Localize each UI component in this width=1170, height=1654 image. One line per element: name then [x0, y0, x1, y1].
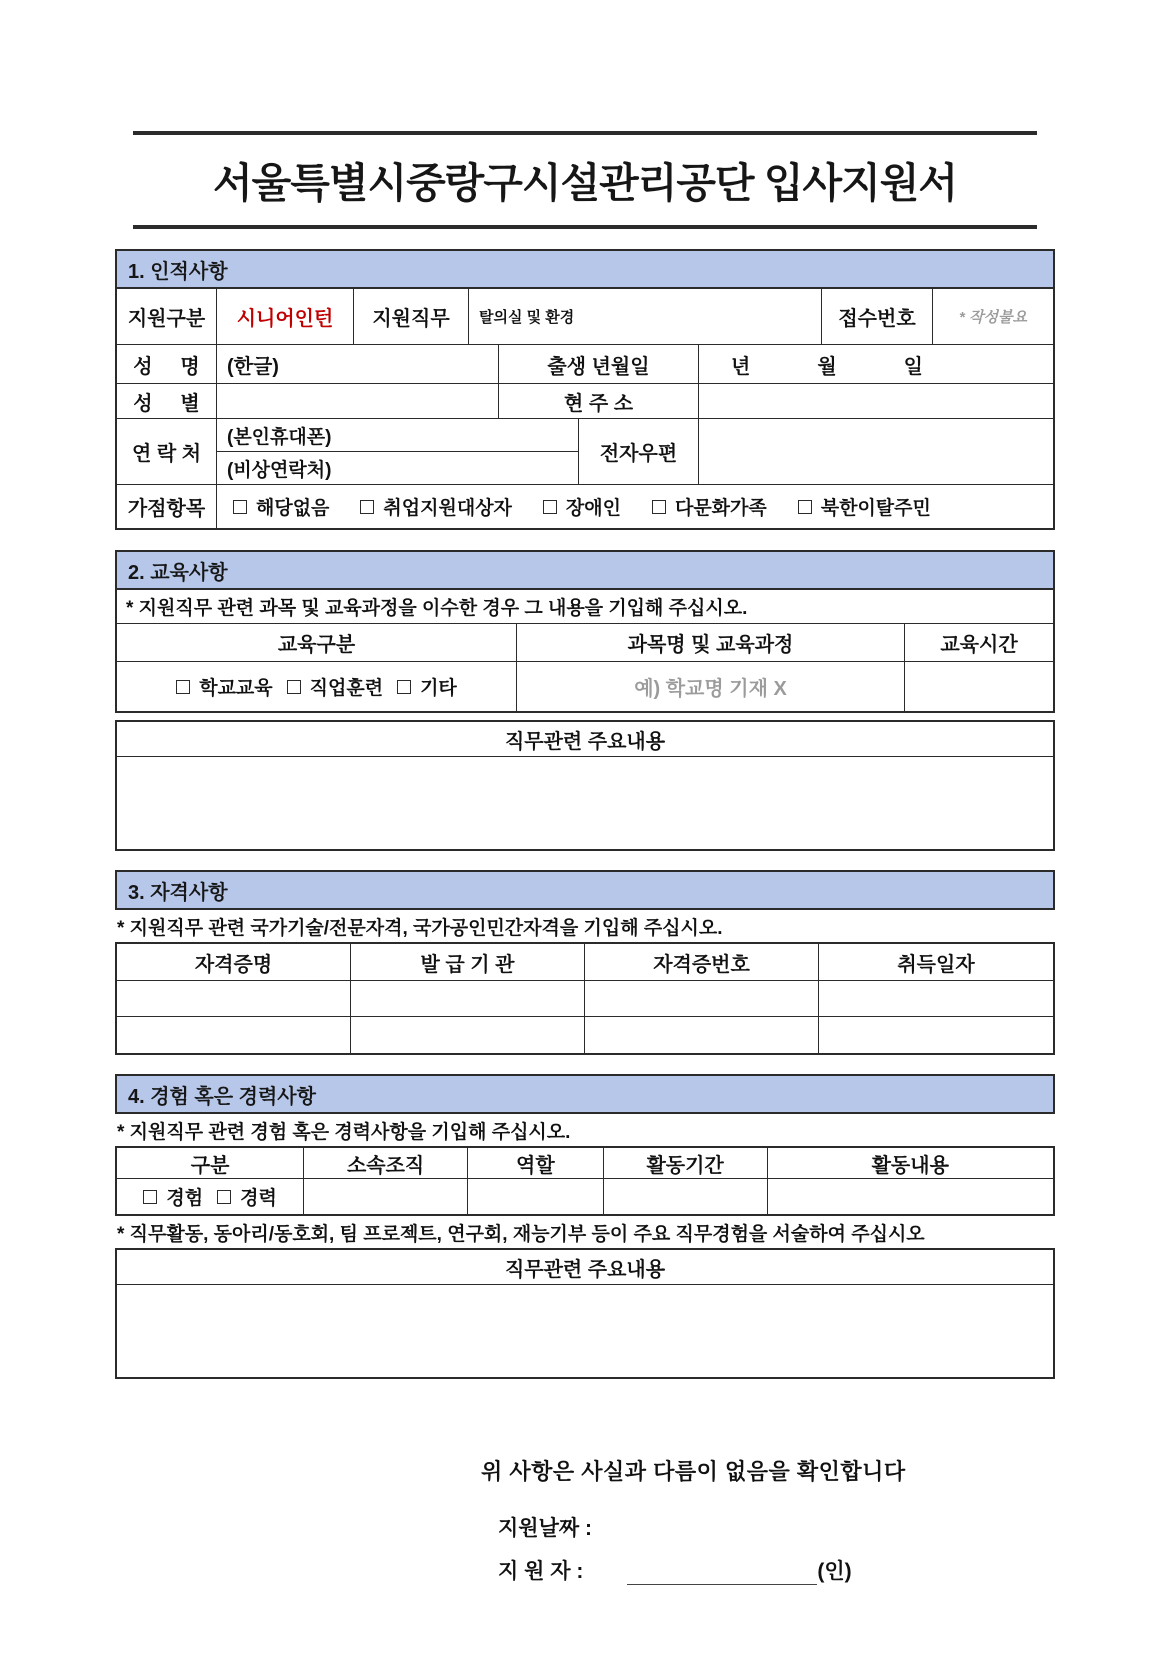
checkbox-icon[interactable]	[798, 500, 812, 514]
cert-name-input-cell[interactable]	[117, 981, 351, 1017]
contact-label: 연 락 처	[117, 419, 217, 485]
personal-info-table	[115, 289, 1055, 530]
checkbox-icon[interactable]	[652, 500, 666, 514]
applicant-signature-row	[498, 1555, 1055, 1585]
experience-table-header	[117, 1148, 1053, 1179]
education-note: * 지원직무 관련 과목 및 교육과정을 이수한 경우 그 내용을 기입해 주십시오.	[117, 590, 1053, 624]
education-table-header	[117, 624, 1053, 662]
row-bonus	[117, 485, 1053, 528]
section1-header: 1. 인적사항	[115, 249, 1055, 289]
bonus-label: 가점항목	[117, 485, 217, 528]
mobile-phone-input-cell[interactable]: (본인휴대폰)	[217, 419, 578, 452]
activity-period-input-cell[interactable]	[604, 1179, 768, 1214]
organization-input-cell[interactable]	[304, 1179, 468, 1214]
page-title: 서울특별시중랑구시설관리공단 입사지원서	[213, 160, 957, 206]
applicant-label: 지 원 자 :	[498, 1560, 584, 1583]
experience-detail-input-area[interactable]	[117, 1285, 1053, 1377]
checkbox-icon[interactable]	[233, 500, 247, 514]
cert-number-input-cell[interactable]	[585, 981, 819, 1017]
apply-job-label: 지원직무	[354, 289, 469, 345]
experience-table	[115, 1146, 1055, 1216]
day-unit: 일	[903, 355, 923, 378]
receipt-number-label: 접수번호	[822, 289, 933, 345]
issuing-org-input-cell[interactable]	[351, 1017, 585, 1053]
row-gender	[117, 384, 1053, 419]
education-data-row	[117, 662, 1053, 711]
experience-note: * 지원직무 관련 경험 혹은 경력사항을 기입해 주십시오.	[117, 1121, 571, 1143]
certification-row-2	[117, 1017, 1053, 1053]
certification-row-1	[117, 981, 1053, 1017]
course-name-input-cell[interactable]: 예) 학교명 기재 X	[517, 662, 905, 711]
section3-header: 3. 자격사항	[115, 870, 1055, 910]
edu-option-school[interactable]: 학교교육	[176, 673, 272, 700]
experience-data-row	[117, 1179, 1053, 1214]
email-input-cell[interactable]	[699, 419, 1053, 485]
acquired-date-input-cell[interactable]	[819, 1017, 1053, 1053]
address-label: 현 주 소	[499, 384, 699, 419]
experience-detail-box	[115, 1248, 1055, 1379]
receipt-number-cell[interactable]: * 작성불요	[933, 289, 1053, 345]
section-education	[115, 550, 1055, 851]
apply-job-value: 탈의실 및 환경	[469, 289, 822, 345]
checkbox-icon[interactable]	[143, 1190, 157, 1204]
acquired-date-input-cell[interactable]	[819, 981, 1053, 1017]
certification-note: * 지원직무 관련 국가기술/전문자격, 국가공인민간자격을 기입해 주십시오.	[117, 917, 723, 939]
education-detail-box	[115, 720, 1055, 851]
checkbox-icon[interactable]	[287, 680, 301, 694]
section2-header: 2. 교육사항	[115, 550, 1055, 590]
apply-type-value: 시니어인턴	[217, 289, 354, 345]
edu-option-other[interactable]: 기타	[397, 673, 457, 700]
birth-date-label: 출생 년월일	[499, 345, 699, 384]
certification-table-header	[117, 944, 1053, 981]
col-organization: 소속조직	[304, 1148, 468, 1179]
bonus-option-north-korean-defector[interactable]: 북한이탈주민	[798, 493, 931, 520]
checkbox-icon[interactable]	[217, 1190, 231, 1204]
bonus-options	[217, 485, 1053, 528]
section4-header: 4. 경험 혹은 경력사항	[115, 1074, 1055, 1114]
education-table	[115, 590, 1055, 713]
col-cert-name: 자격증명	[117, 944, 351, 981]
name-label: 성 명	[117, 345, 217, 384]
seal-label: (인)	[817, 1560, 852, 1583]
address-input-cell[interactable]	[699, 384, 1053, 419]
activity-detail-input-cell[interactable]	[768, 1179, 1054, 1214]
cert-number-input-cell[interactable]	[585, 1017, 819, 1053]
education-detail-header: 직무관련 주요내용	[117, 722, 1053, 757]
birth-date-input-cell[interactable]	[699, 345, 1053, 384]
edu-option-vocational[interactable]: 직업훈련	[287, 673, 383, 700]
title-block	[115, 131, 1055, 229]
exp-option-experience[interactable]: 경험	[143, 1183, 203, 1210]
row-contact	[117, 419, 1053, 485]
footer-declaration	[115, 1455, 1055, 1585]
checkbox-icon[interactable]	[360, 500, 374, 514]
experience-detail-header: 직무관련 주요내용	[117, 1250, 1053, 1285]
col-cert-number: 자격증번호	[585, 944, 819, 981]
col-exp-type: 구분	[117, 1148, 304, 1179]
col-course-name: 과목명 및 교육과정	[517, 624, 905, 662]
issuing-org-input-cell[interactable]	[351, 981, 585, 1017]
education-detail-input-area[interactable]	[117, 757, 1053, 849]
role-input-cell[interactable]	[468, 1179, 604, 1214]
row-name	[117, 345, 1053, 384]
name-input-cell[interactable]: (한글)	[217, 345, 499, 384]
education-type-options	[117, 662, 517, 711]
gender-input-cell[interactable]	[217, 384, 499, 419]
col-education-type: 교육구분	[117, 624, 517, 662]
education-hours-input-cell[interactable]	[905, 662, 1053, 711]
col-activity-detail: 활동내용	[768, 1148, 1054, 1179]
col-activity-period: 활동기간	[604, 1148, 768, 1179]
application-date-label: 지원날짜 :	[498, 1517, 592, 1540]
experience-note-2: * 직무활동, 동아리/동호회, 팀 프로젝트, 연구회, 재능기부 등이 주요 직무경험을 서술하여 주십시오	[117, 1223, 925, 1245]
apply-type-label: 지원구분	[117, 289, 217, 345]
confirmation-statement: 위 사항은 사실과 다름이 없음을 확인합니다	[481, 1459, 906, 1484]
ymd-units	[731, 350, 923, 379]
checkbox-icon[interactable]	[543, 500, 557, 514]
gender-label: 성 별	[117, 384, 217, 419]
certification-table	[115, 942, 1055, 1055]
row-apply	[117, 289, 1053, 345]
experience-type-options	[117, 1179, 304, 1214]
cert-name-input-cell[interactable]	[117, 1017, 351, 1053]
checkbox-icon[interactable]	[397, 680, 411, 694]
section-experience	[115, 1074, 1055, 1379]
checkbox-icon[interactable]	[176, 680, 190, 694]
col-role: 역할	[468, 1148, 604, 1179]
month-unit: 월	[817, 355, 837, 378]
bonus-option-disabled[interactable]: 장애인	[543, 493, 621, 520]
col-acquired-date: 취득일자	[819, 944, 1053, 981]
bonus-option-employment-support[interactable]: 취업지원대상자	[360, 493, 511, 520]
bonus-option-multicultural[interactable]: 다문화가족	[652, 493, 767, 520]
bonus-option-none[interactable]: 해당없음	[233, 493, 329, 520]
col-issuing-org: 발 급 기 관	[351, 944, 585, 981]
exp-option-career[interactable]: 경력	[217, 1183, 277, 1210]
section-certifications	[115, 870, 1055, 1055]
year-unit: 년	[731, 355, 751, 378]
section-personal-info	[115, 249, 1055, 530]
email-label: 전자우편	[579, 419, 699, 485]
col-education-hours: 교육시간	[905, 624, 1053, 662]
emergency-phone-input-cell[interactable]: (비상연락처)	[227, 459, 332, 481]
signature-line[interactable]	[627, 1561, 817, 1585]
phone-cells	[217, 419, 579, 485]
